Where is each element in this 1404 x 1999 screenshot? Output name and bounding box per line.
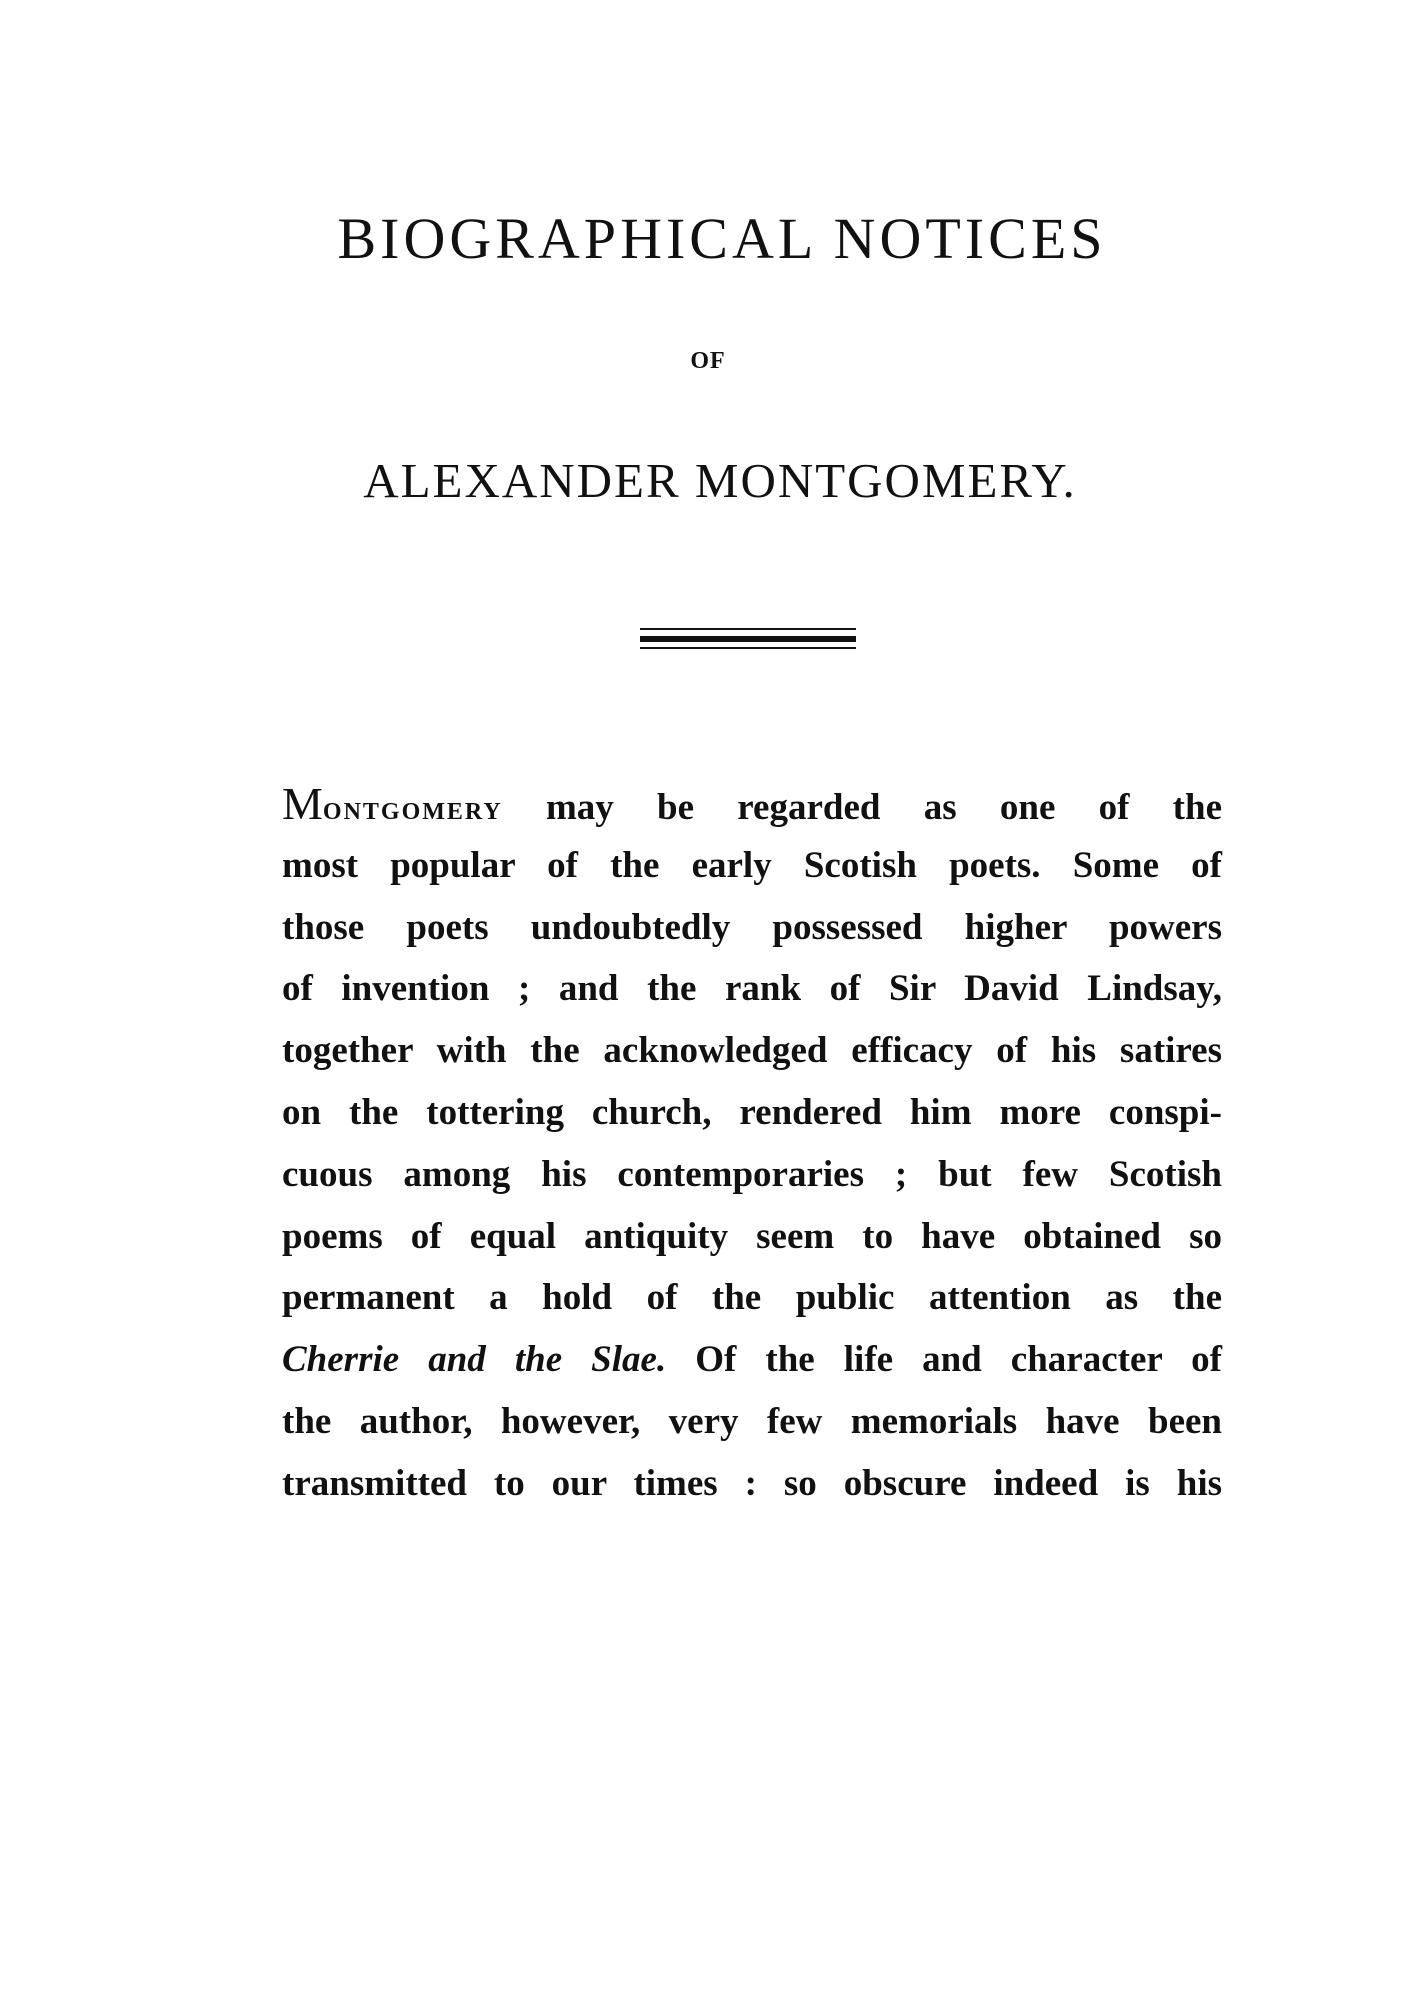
text-line: cuous among his contemporaries ; but few Scotish [282, 1153, 1222, 1195]
subject-name: ALEXANDER MONTGOMERY. [363, 453, 1077, 508]
ornamental-rule-middle [640, 636, 856, 642]
text-line: of invention ; and the rank of Sir David Lindsay, [282, 968, 1222, 1010]
text-line: transmitted to our times : so obscure indeed is his [282, 1462, 1222, 1504]
page-title: BIOGRAPHICAL NOTICES [337, 206, 1107, 271]
drop-initial: M [282, 778, 323, 829]
text-line [282, 773, 1222, 835]
book-title-italic: Cherrie and the Slae. [282, 1339, 667, 1381]
text-line [282, 1329, 1222, 1391]
body-paragraph [282, 773, 1222, 1515]
text-line: on the tottering church, rendered him more conspi- [282, 1091, 1222, 1133]
text-line: those poets undoubtedly possessed higher powers [282, 906, 1222, 948]
ornamental-rule-top [640, 628, 856, 630]
ornamental-rule-bottom [640, 647, 856, 649]
text-line: together with the acknowledged efficacy of his satires [282, 1030, 1222, 1072]
text-line: permanent a hold of the public attention as the [282, 1277, 1222, 1319]
text-line: most popular of the early Scotish poets. Some of [282, 844, 1222, 886]
line-text: Of the life and character of [695, 1339, 1223, 1381]
text-line: the author, however, very few memorials have been [282, 1400, 1222, 1442]
line-text: may be regarded as one of the [545, 787, 1222, 828]
title-connector: OF [690, 348, 726, 374]
text-line: poems of equal antiquity seem to have obtained so [282, 1215, 1222, 1257]
smallcaps-word: ONTGOMERY [322, 799, 503, 825]
